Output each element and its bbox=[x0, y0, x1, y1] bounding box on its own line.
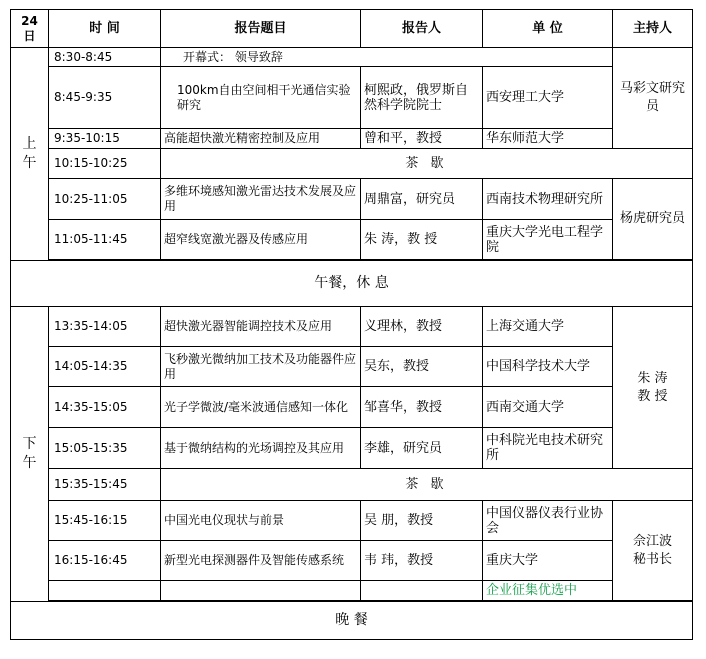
dinner-row bbox=[11, 602, 693, 640]
table-row bbox=[11, 387, 693, 428]
topic-cell: 基于微纳结构的光场调控及其应用 bbox=[161, 428, 361, 469]
topic-cell: 中国光电仪现状与前景 bbox=[161, 501, 361, 541]
day-header bbox=[11, 10, 49, 48]
unit-cell: 中科院光电技术研究所 bbox=[483, 428, 613, 469]
tea-break-label: 茶 歇 bbox=[161, 469, 693, 501]
speaker-cell: 朱 涛，教 授 bbox=[361, 220, 483, 260]
unit-cell: 西南技术物理研究所 bbox=[483, 179, 613, 220]
time-cell: 8:30-8:45 bbox=[49, 48, 161, 67]
host-name: 佘江波 bbox=[632, 533, 672, 549]
speaker-cell: 吴 朋，教授 bbox=[361, 501, 483, 541]
unit-cell: 华东师范大学 bbox=[483, 129, 613, 149]
host-cell: 杨虎研究员 bbox=[613, 179, 693, 260]
tea-break-row bbox=[11, 149, 693, 179]
unit-cell: 中国科学技术大学 bbox=[483, 347, 613, 387]
afternoon-label-top: 下 bbox=[22, 436, 37, 452]
dinner-label: 晚 餐 bbox=[11, 602, 693, 640]
speaker-cell: 李雄，研究员 bbox=[361, 428, 483, 469]
unit-cell: 上海交通大学 bbox=[483, 307, 613, 347]
speaker-cell bbox=[361, 581, 483, 601]
time-cell bbox=[49, 581, 161, 601]
topic-cell: 多维环境感知激光雷达技术发展及应用 bbox=[161, 179, 361, 220]
unit-header: 单 位 bbox=[483, 10, 613, 48]
unit-cell: 重庆大学光电工程学院 bbox=[483, 220, 613, 260]
host-cell: 马彩文研究员 bbox=[613, 48, 693, 149]
topic-cell: 高能超快激光精密控制及应用 bbox=[161, 129, 361, 149]
day-unit: 日 bbox=[23, 28, 36, 43]
day-number: 24 bbox=[21, 13, 38, 28]
speaker-cell: 义理林，教授 bbox=[361, 307, 483, 347]
unit-cell: 重庆大学 bbox=[483, 541, 613, 581]
time-cell: 14:35-15:05 bbox=[49, 387, 161, 428]
table-row bbox=[11, 307, 693, 347]
time-cell: 10:25-11:05 bbox=[49, 179, 161, 220]
host-title: 秘书长 bbox=[632, 551, 672, 567]
topic-cell: 新型光电探测器件及智能传感系统 bbox=[161, 541, 361, 581]
table-row bbox=[11, 220, 693, 260]
host-header: 主持人 bbox=[613, 10, 693, 48]
speaker-header: 报告人 bbox=[361, 10, 483, 48]
table-row bbox=[11, 48, 693, 67]
table-row bbox=[11, 347, 693, 387]
table-row bbox=[11, 67, 693, 129]
unit-cell: 中国仪器仪表行业协会 bbox=[483, 501, 613, 541]
time-cell: 8:45-9:35 bbox=[49, 67, 161, 129]
topic-cell bbox=[161, 581, 361, 601]
afternoon-label bbox=[11, 307, 49, 602]
time-cell: 15:45-16:15 bbox=[49, 501, 161, 541]
table-row bbox=[11, 581, 693, 601]
topic-cell: 超快激光器智能调控技术及应用 bbox=[161, 307, 361, 347]
unit-cell: 企业征集优选中 bbox=[483, 581, 613, 601]
table-row bbox=[11, 129, 693, 149]
time-cell: 11:05-11:45 bbox=[49, 220, 161, 260]
lunch-label: 午餐，休 息 bbox=[11, 261, 693, 307]
time-cell: 13:35-14:05 bbox=[49, 307, 161, 347]
topic-header: 报告题目 bbox=[161, 10, 361, 48]
table-row bbox=[11, 501, 693, 541]
speaker-cell: 邹喜华，教授 bbox=[361, 387, 483, 428]
topic-cell: 100km自由空间相干光通信实验研究 bbox=[161, 67, 361, 129]
host-name: 朱 涛 bbox=[637, 370, 668, 386]
time-cell: 15:05-15:35 bbox=[49, 428, 161, 469]
time-header: 时 间 bbox=[49, 10, 161, 48]
time-cell: 9:35-10:15 bbox=[49, 129, 161, 149]
unit-cell: 西南交通大学 bbox=[483, 387, 613, 428]
morning-label bbox=[11, 48, 49, 261]
tea-break-label: 茶 歇 bbox=[161, 149, 693, 179]
table-row bbox=[11, 428, 693, 469]
lunch-row bbox=[11, 261, 693, 307]
opening-cell: 开幕式： 领导致辞 bbox=[161, 48, 613, 67]
time-cell: 14:05-14:35 bbox=[49, 347, 161, 387]
table-row bbox=[11, 541, 693, 581]
host-title: 教 授 bbox=[637, 388, 668, 404]
topic-cell: 超窄线宽激光器及传感应用 bbox=[161, 220, 361, 260]
morning-label-bottom: 午 bbox=[22, 155, 37, 171]
header-row bbox=[11, 10, 693, 48]
speaker-cell: 吴东，教授 bbox=[361, 347, 483, 387]
speaker-cell: 韦 玮，教授 bbox=[361, 541, 483, 581]
afternoon-label-bottom: 午 bbox=[22, 455, 37, 471]
tea-break-row bbox=[11, 469, 693, 501]
morning-label-top: 上 bbox=[22, 136, 37, 152]
topic-cell: 飞秒激光微纳加工技术及功能器件应用 bbox=[161, 347, 361, 387]
time-cell: 16:15-16:45 bbox=[49, 541, 161, 581]
topic-cell: 光子学微波/毫米波通信感知一体化 bbox=[161, 387, 361, 428]
speaker-cell: 曾和平，教授 bbox=[361, 129, 483, 149]
table-row bbox=[11, 179, 693, 220]
schedule-table bbox=[10, 9, 693, 640]
speaker-cell: 柯熙政，俄罗斯自然科学院院士 bbox=[361, 67, 483, 129]
time-cell: 10:15-10:25 bbox=[49, 149, 161, 179]
speaker-cell: 周鼎富，研究员 bbox=[361, 179, 483, 220]
time-cell: 15:35-15:45 bbox=[49, 469, 161, 501]
host-cell bbox=[613, 307, 693, 469]
unit-cell: 西安理工大学 bbox=[483, 67, 613, 129]
host-cell bbox=[613, 501, 693, 601]
